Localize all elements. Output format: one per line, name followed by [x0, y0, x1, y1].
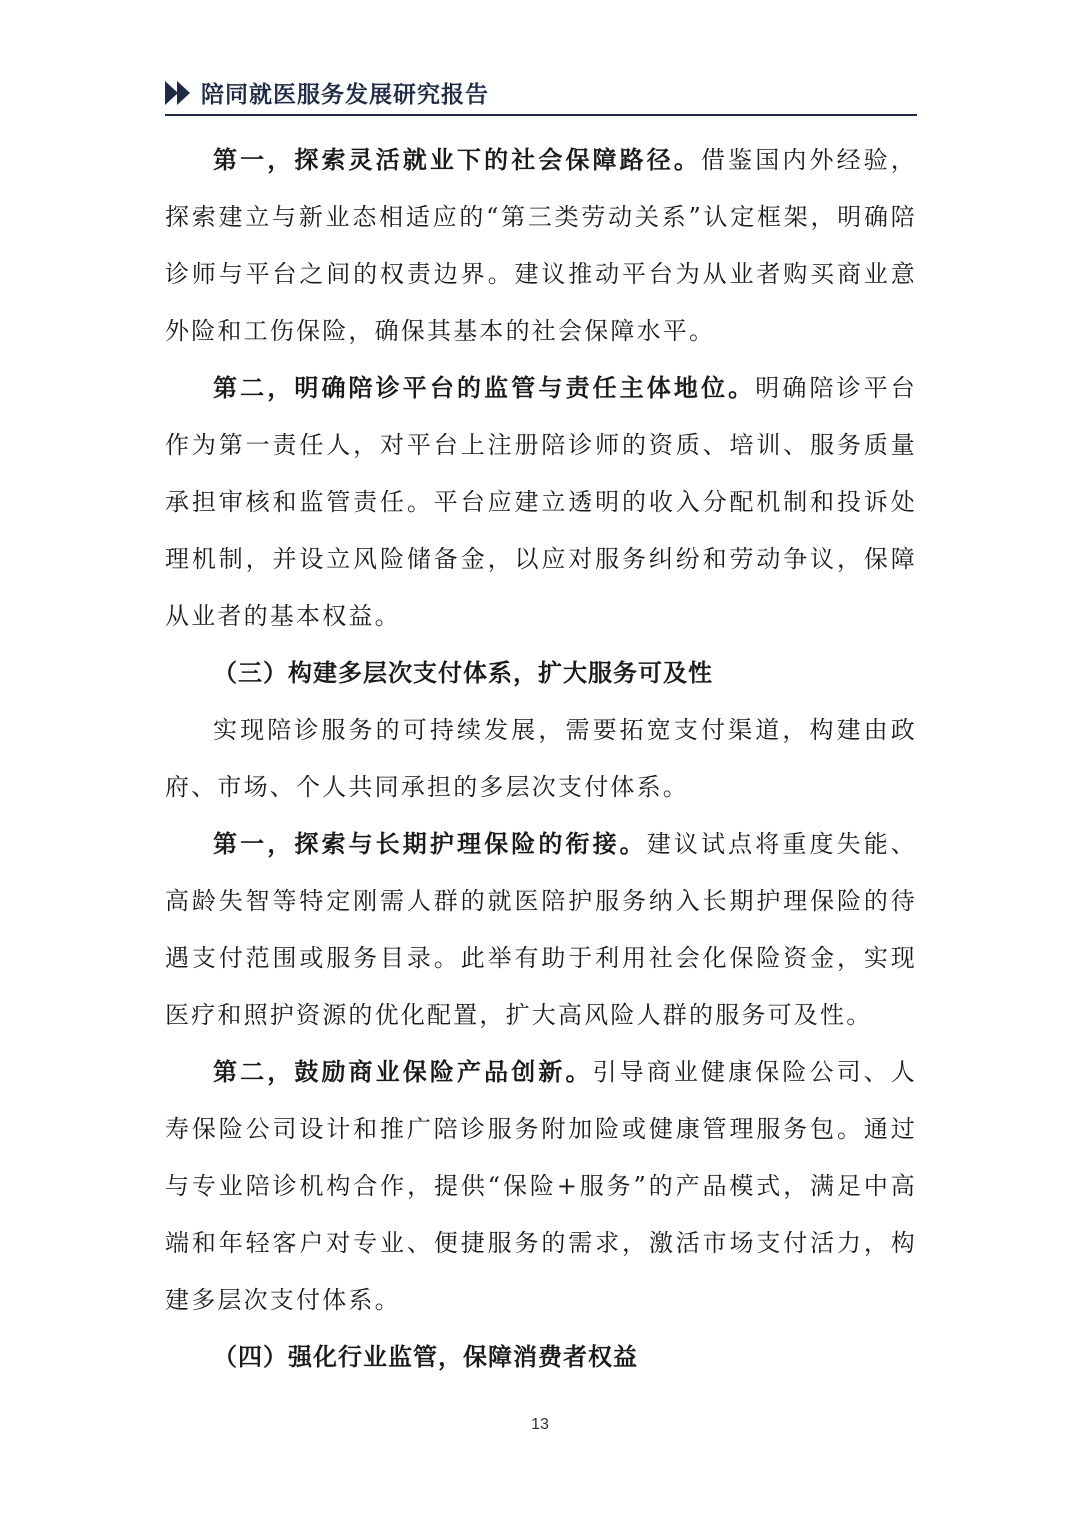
- paragraph-body: 借鉴国内外经验，探索建立与新业态相适应的“第三类劳动关系”认定框架，明确陪诊师与平台之间的权责边界。建议推动平台为从业者购买商业意外险和工伤保险，确保其基本的社会保障水平。: [165, 146, 917, 345]
- page-header: [165, 74, 917, 116]
- paragraph-body: 建议试点将重度失能、高龄失智等特定刚需人群的就医陪护服务纳入长期护理保险的待遇支付范围或服务目录。此举有助于利用社会化保险资金，实现医疗和照护资源的优化配置，扩大高风险人群的服务可及性。: [165, 830, 918, 1029]
- section-heading-payment-system: （三）构建多层次支付体系，扩大服务可及性: [213, 659, 713, 687]
- header-divider: [165, 114, 917, 116]
- paragraph-payment-intro: [165, 702, 917, 816]
- report-title: 陪同就医服务发展研究报告: [201, 82, 489, 108]
- paragraph-lead: 第二，明确陪诊平台的监管与责任主体地位。: [213, 374, 756, 402]
- paragraph-body: 引导商业健康保险公司、人寿保险公司设计和推广陪诊服务附加险或健康管理服务包。通过与专业陪诊机构合作，提供“保险+服务”的产品模式，满足中高端和年轻客户对专业、便捷服务的需求，激活市场支付活力，构建多层次支付体系。: [165, 1058, 917, 1314]
- paragraph-platform-responsibility: [165, 360, 917, 645]
- paragraph-social-security: [165, 132, 917, 360]
- paragraph-lead: 第一，探索灵活就业下的社会保障路径。: [213, 146, 702, 174]
- section-heading-regulation: （四）强化行业监管，保障消费者权益: [213, 1343, 638, 1371]
- double-chevron-right-icon: [165, 80, 197, 106]
- paragraph-long-term-care: [165, 816, 917, 1044]
- page-number: 13: [531, 1416, 549, 1433]
- page-content: [165, 132, 917, 1386]
- paragraph-lead: 第一，探索与长期护理保险的衔接。: [213, 830, 647, 858]
- paragraph-commercial-insurance: [165, 1044, 917, 1329]
- paragraph-body: 实现陪诊服务的可持续发展，需要拓宽支付渠道，构建由政府、市场、个人共同承担的多层次支付体系。: [165, 716, 917, 801]
- paragraph-lead: 第二，鼓励商业保险产品创新。: [213, 1058, 593, 1086]
- paragraph-body: 明确陪诊平台作为第一责任人，对平台上注册陪诊师的资质、培训、服务质量承担审核和监管责任。平台应建立透明的收入分配机制和投诉处理机制，并设立风险储备金，以应对服务纠纷和劳动争议，保障从业者的基本权益。: [165, 374, 918, 630]
